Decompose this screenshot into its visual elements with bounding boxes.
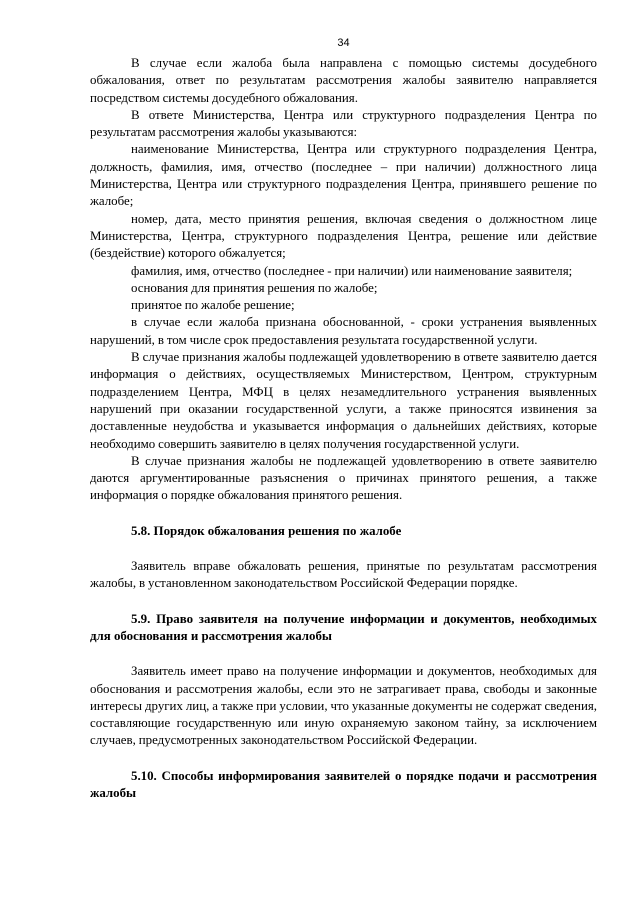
spacer <box>90 593 597 611</box>
paragraph: В случае признания жалобы не подлежащей удовлетворению в ответе заявителю даются аргументированные разъяснения о причинах принятого решения, а также информация о порядке обжалования принятого решения. <box>90 453 597 503</box>
list-item: в случае если жалоба признана обоснованной, - сроки устранения выявленных нарушений, в том числе срок предоставления результата государственной услуги. <box>90 315 597 347</box>
page-number: 34 <box>337 37 350 49</box>
list-item: фамилия, имя, отчество (последнее - при наличии) или наименование заявителя; <box>131 263 573 278</box>
paragraph: В ответе Министерства, Центра или структурного подразделения Центра по результатам рассмотрения жалобы указываются: <box>90 107 597 140</box>
spacer <box>90 645 597 663</box>
section-text-5-8: Заявитель вправе обжаловать решения, принятые по результатам рассмотрения жалобы, в установленном законодательством Российской Федерации порядке. <box>90 559 597 591</box>
spacer <box>90 505 597 523</box>
list-item: основания для принятия решения по жалобе; <box>131 280 378 295</box>
document-page <box>90 36 597 802</box>
section-text-5-9: Заявитель имеет право на получение информации и документов, необходимых для обоснования и рассмотрения жалобы, если это не затрагивает права, свободы и законные интересы других лиц, а также при условии, что указанные документы не содержат сведения, составляющие государственную или иную охраняемую законом тайну, за исключением случаев, предусмотренных законодательством Российской Федерации. <box>90 664 597 748</box>
paragraph: В случае если жалоба была направлена с помощью системы досудебного обжалования, ответ по результатам рассмотрения жалобы заявителю направляется посредством системы досудебного обжалования. <box>90 56 597 105</box>
list-item: принятое по жалобе решение; <box>131 298 295 313</box>
section-heading-5-10: 5.10. Способы информирования заявителей о порядке подачи и рассмотрения жалобы <box>90 768 597 800</box>
section-heading-5-8: 5.8. Порядок обжалования решения по жалобе <box>131 523 402 538</box>
list-item: наименование Министерства, Центра или структурного подразделения Центра, должность, фамилия, имя, отчество (последнее – при наличии) должностного лица Министерства, Центра или структурного подразделения Центра, принявшего решение по жалобе; <box>90 142 597 209</box>
list-item: номер, дата, место принятия решения, включая сведения о должностном лице Министерства, Центра, структурного подразделения Центра, решение или действие (бездействие) которого обжалуется; <box>90 211 597 261</box>
spacer <box>90 540 597 558</box>
spacer <box>90 750 597 768</box>
section-heading-5-9: 5.9. Право заявителя на получение информации и документов, необходимых для обоснования и рассмотрения жалобы <box>90 611 597 643</box>
paragraph: В случае признания жалобы подлежащей удовлетворению в ответе заявителю дается информация о действиях, осуществляемых Министерством, Центром, структурным подразделением Центра, МФЦ в целях незамедлительного устранения выявленных нарушений при оказании государственной услуги, а также приносятся извинения за доставленные неудобства и указывается информация о дальнейших действиях, которые необходимо совершить заявителю в целях получения государственной услуги. <box>90 350 597 451</box>
